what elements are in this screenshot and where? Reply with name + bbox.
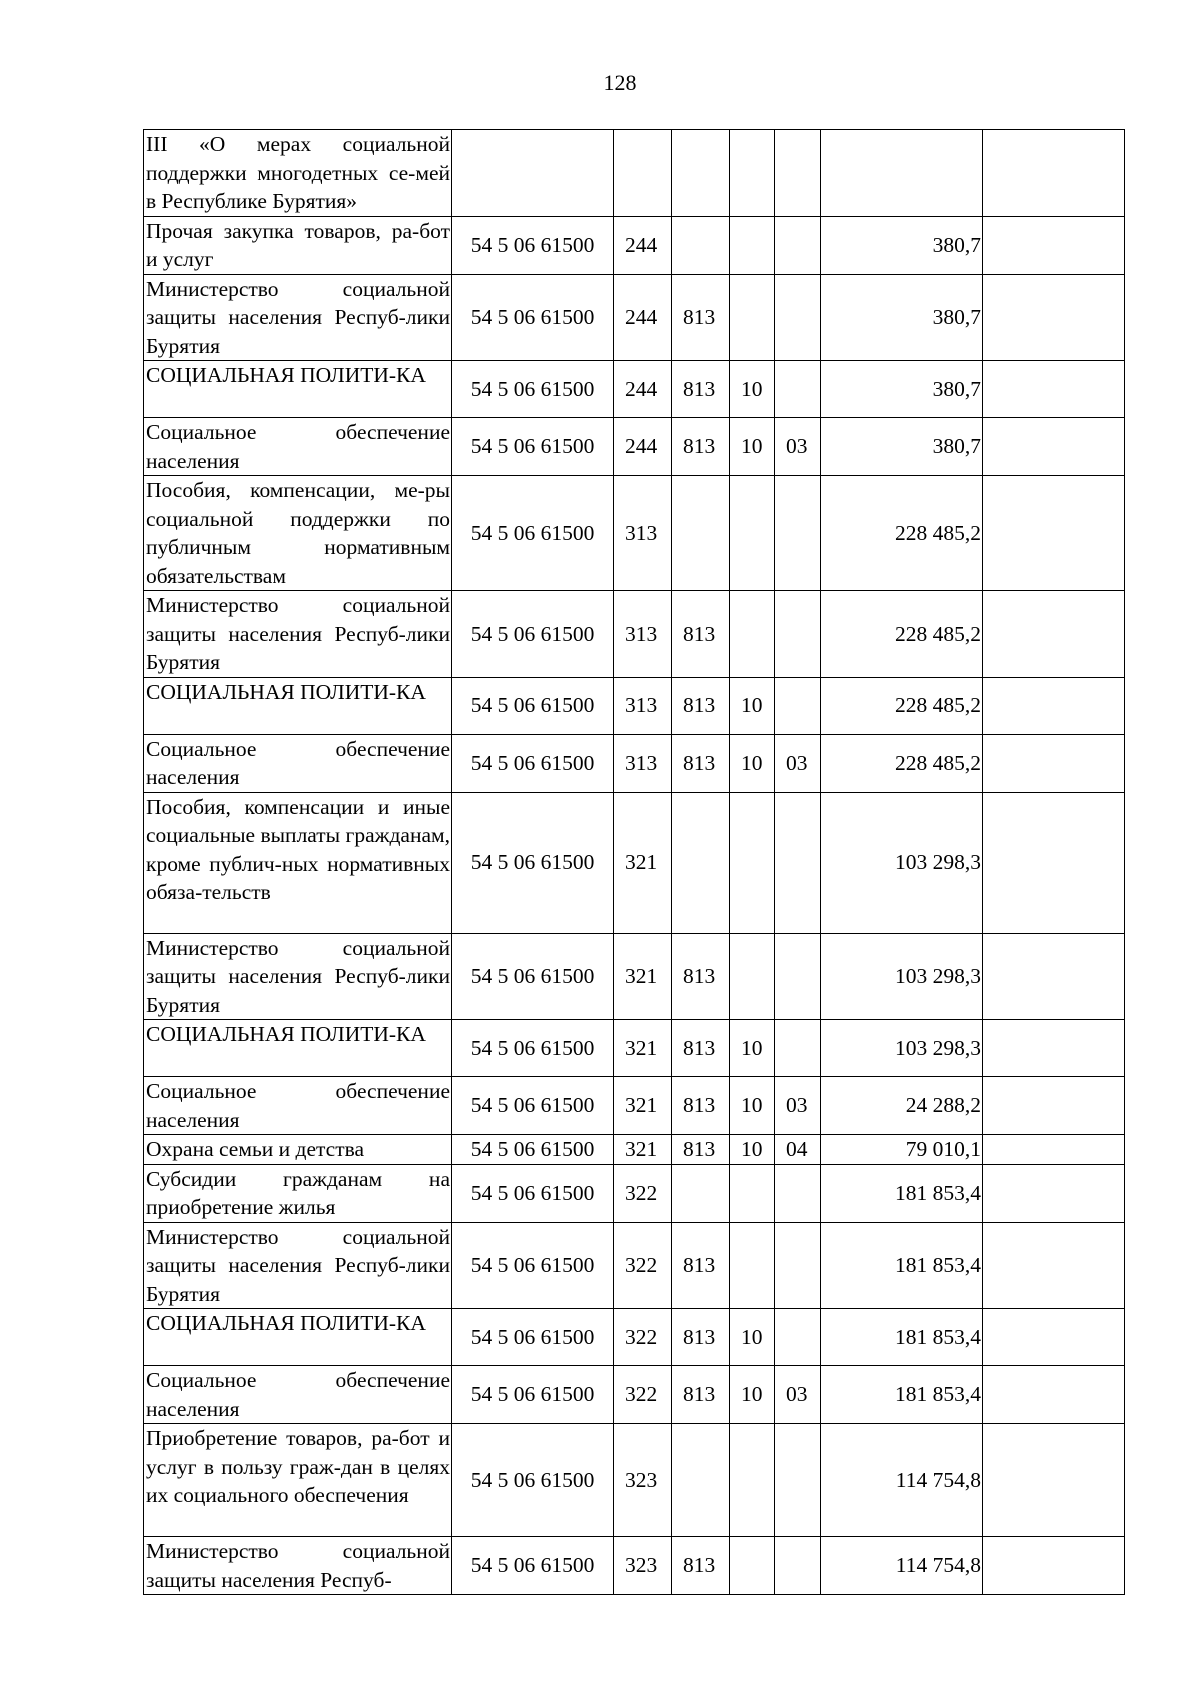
row-expense-type: 313 — [614, 476, 672, 591]
row-extra — [983, 933, 1125, 1020]
row-amount: 181 853,4 — [821, 1222, 983, 1309]
row-target-code: 54 5 06 61500 — [452, 1222, 614, 1309]
row-extra — [983, 130, 1125, 217]
row-extra — [983, 1366, 1125, 1424]
row-target-code: 54 5 06 61500 — [452, 1020, 614, 1077]
row-target-code: 54 5 06 61500 — [452, 361, 614, 418]
row-section: 10 — [730, 1077, 775, 1135]
row-name: Пособия, компенсации, ме-ры социальной поддержки по публичным нормативным обязательствам — [144, 476, 452, 591]
table-row — [144, 418, 1125, 476]
table-row — [144, 1222, 1125, 1309]
row-name: Социальное обеспечение населения — [144, 1366, 452, 1424]
row-admin-code: 813 — [672, 1222, 730, 1309]
row-expense-type: 323 — [614, 1424, 672, 1537]
row-name: Охрана семьи и детства — [144, 1135, 452, 1165]
table-row — [144, 1020, 1125, 1077]
row-target-code: 54 5 06 61500 — [452, 792, 614, 933]
budget-table-body — [144, 130, 1125, 1595]
row-amount: 380,7 — [821, 274, 983, 361]
table-row — [144, 792, 1125, 933]
row-subsection — [775, 1424, 821, 1537]
row-name: Социальное обеспечение населения — [144, 734, 452, 792]
row-amount: 228 485,2 — [821, 591, 983, 678]
row-admin-code: 813 — [672, 1135, 730, 1165]
row-target-code: 54 5 06 61500 — [452, 591, 614, 678]
row-admin-code: 813 — [672, 1077, 730, 1135]
row-extra — [983, 1135, 1125, 1165]
row-target-code: 54 5 06 61500 — [452, 1424, 614, 1537]
row-amount: 228 485,2 — [821, 476, 983, 591]
row-subsection — [775, 216, 821, 274]
row-extra — [983, 476, 1125, 591]
table-row — [144, 274, 1125, 361]
row-amount: 228 485,2 — [821, 677, 983, 734]
row-name: Министерство социальной защиты населения Респуб-лики Бурятия — [144, 274, 452, 361]
row-amount: 228 485,2 — [821, 734, 983, 792]
table-row — [144, 130, 1125, 217]
row-subsection — [775, 1222, 821, 1309]
row-amount: 380,7 — [821, 361, 983, 418]
row-expense-type: 244 — [614, 216, 672, 274]
row-amount: 181 853,4 — [821, 1309, 983, 1366]
row-extra — [983, 1424, 1125, 1537]
row-section — [730, 591, 775, 678]
table-row — [144, 933, 1125, 1020]
row-target-code: 54 5 06 61500 — [452, 274, 614, 361]
row-section: 10 — [730, 361, 775, 418]
row-amount: 114 754,8 — [821, 1424, 983, 1537]
table-row — [144, 1424, 1125, 1537]
row-target-code: 54 5 06 61500 — [452, 1164, 614, 1222]
row-target-code: 54 5 06 61500 — [452, 1077, 614, 1135]
row-target-code: 54 5 06 61500 — [452, 933, 614, 1020]
row-expense-type: 321 — [614, 1077, 672, 1135]
row-admin-code: 813 — [672, 361, 730, 418]
row-subsection: 03 — [775, 1366, 821, 1424]
row-amount: 24 288,2 — [821, 1077, 983, 1135]
row-expense-type: 322 — [614, 1366, 672, 1424]
row-subsection — [775, 1020, 821, 1077]
row-admin-code — [672, 792, 730, 933]
row-extra — [983, 1164, 1125, 1222]
row-target-code: 54 5 06 61500 — [452, 677, 614, 734]
row-section — [730, 933, 775, 1020]
row-section — [730, 216, 775, 274]
row-admin-code: 813 — [672, 1366, 730, 1424]
row-admin-code: 813 — [672, 274, 730, 361]
row-name: Министерство социальной защиты населения Респуб-лики Бурятия — [144, 591, 452, 678]
row-name: Министерство социальной защиты населения Респуб-лики Бурятия — [144, 933, 452, 1020]
table-row — [144, 734, 1125, 792]
row-amount: 103 298,3 — [821, 933, 983, 1020]
row-expense-type: 323 — [614, 1537, 672, 1595]
row-section — [730, 274, 775, 361]
row-admin-code: 813 — [672, 677, 730, 734]
row-subsection: 03 — [775, 418, 821, 476]
row-expense-type: 244 — [614, 418, 672, 476]
row-expense-type: 321 — [614, 792, 672, 933]
row-admin-code: 813 — [672, 591, 730, 678]
row-name: Министерство социальной защиты населения Респуб- — [144, 1537, 452, 1595]
row-expense-type: 313 — [614, 677, 672, 734]
row-amount: 79 010,1 — [821, 1135, 983, 1165]
row-subsection — [775, 1537, 821, 1595]
row-subsection — [775, 274, 821, 361]
row-section — [730, 130, 775, 217]
row-section — [730, 476, 775, 591]
row-name: Субсидии гражданам на приобретение жилья — [144, 1164, 452, 1222]
row-expense-type: 244 — [614, 361, 672, 418]
row-subsection: 03 — [775, 734, 821, 792]
row-amount: 114 754,8 — [821, 1537, 983, 1595]
row-section: 10 — [730, 1020, 775, 1077]
row-name: Министерство социальной защиты населения Респуб-лики Бурятия — [144, 1222, 452, 1309]
row-admin-code: 813 — [672, 1537, 730, 1595]
row-admin-code — [672, 1424, 730, 1537]
row-name: Пособия, компенсации и иные социальные выплаты гражданам, кроме публич-ных нормативных обяза-тельств — [144, 792, 452, 933]
row-expense-type — [614, 130, 672, 217]
row-subsection — [775, 476, 821, 591]
row-expense-type: 321 — [614, 1135, 672, 1165]
row-name: Приобретение товаров, ра-бот и услуг в пользу граж-дан в целях их социального обеспечения — [144, 1424, 452, 1537]
row-subsection — [775, 792, 821, 933]
row-expense-type: 322 — [614, 1222, 672, 1309]
table-row — [144, 1164, 1125, 1222]
row-target-code: 54 5 06 61500 — [452, 734, 614, 792]
row-extra — [983, 792, 1125, 933]
row-name: Прочая закупка товаров, ра-бот и услуг — [144, 216, 452, 274]
row-extra — [983, 677, 1125, 734]
table-row — [144, 1366, 1125, 1424]
row-extra — [983, 734, 1125, 792]
row-section — [730, 1424, 775, 1537]
row-subsection: 04 — [775, 1135, 821, 1165]
row-subsection — [775, 677, 821, 734]
row-section: 10 — [730, 1135, 775, 1165]
row-name: СОЦИАЛЬНАЯ ПОЛИТИ-КА — [144, 1309, 452, 1366]
row-admin-code: 813 — [672, 1020, 730, 1077]
row-amount — [821, 130, 983, 217]
row-target-code: 54 5 06 61500 — [452, 418, 614, 476]
row-subsection — [775, 591, 821, 678]
row-target-code: 54 5 06 61500 — [452, 476, 614, 591]
row-extra — [983, 1077, 1125, 1135]
row-target-code: 54 5 06 61500 — [452, 1135, 614, 1165]
row-name: СОЦИАЛЬНАЯ ПОЛИТИ-КА — [144, 677, 452, 734]
row-amount: 380,7 — [821, 418, 983, 476]
row-name: СОЦИАЛЬНАЯ ПОЛИТИ-КА — [144, 1020, 452, 1077]
budget-table — [143, 129, 1125, 1595]
row-target-code — [452, 130, 614, 217]
row-subsection — [775, 130, 821, 217]
row-admin-code — [672, 1164, 730, 1222]
row-target-code: 54 5 06 61500 — [452, 1366, 614, 1424]
table-row — [144, 1077, 1125, 1135]
row-section — [730, 792, 775, 933]
table-row — [144, 677, 1125, 734]
row-admin-code: 813 — [672, 933, 730, 1020]
row-expense-type: 322 — [614, 1309, 672, 1366]
row-subsection — [775, 1309, 821, 1366]
row-section: 10 — [730, 677, 775, 734]
row-target-code: 54 5 06 61500 — [452, 1537, 614, 1595]
row-subsection — [775, 933, 821, 1020]
row-name: Социальное обеспечение населения — [144, 418, 452, 476]
row-extra — [983, 361, 1125, 418]
row-extra — [983, 274, 1125, 361]
table-row — [144, 1309, 1125, 1366]
row-subsection — [775, 1164, 821, 1222]
row-amount: 103 298,3 — [821, 1020, 983, 1077]
row-subsection — [775, 361, 821, 418]
row-admin-code — [672, 130, 730, 217]
row-expense-type: 322 — [614, 1164, 672, 1222]
row-section: 10 — [730, 418, 775, 476]
table-row — [144, 216, 1125, 274]
row-admin-code: 813 — [672, 418, 730, 476]
row-extra — [983, 591, 1125, 678]
row-section: 10 — [730, 1366, 775, 1424]
row-extra — [983, 1020, 1125, 1077]
table-row — [144, 1135, 1125, 1165]
table-row — [144, 591, 1125, 678]
row-section — [730, 1222, 775, 1309]
row-expense-type: 321 — [614, 1020, 672, 1077]
row-admin-code — [672, 216, 730, 274]
row-expense-type: 313 — [614, 591, 672, 678]
row-name: Социальное обеспечение населения — [144, 1077, 452, 1135]
row-section: 10 — [730, 734, 775, 792]
row-extra — [983, 1309, 1125, 1366]
row-amount: 181 853,4 — [821, 1164, 983, 1222]
row-subsection: 03 — [775, 1077, 821, 1135]
row-name: СОЦИАЛЬНАЯ ПОЛИТИ-КА — [144, 361, 452, 418]
row-admin-code: 813 — [672, 1309, 730, 1366]
row-admin-code — [672, 476, 730, 591]
row-extra — [983, 1222, 1125, 1309]
row-amount: 380,7 — [821, 216, 983, 274]
row-target-code: 54 5 06 61500 — [452, 216, 614, 274]
row-expense-type: 321 — [614, 933, 672, 1020]
page-number: 128 — [603, 70, 637, 95]
row-amount: 103 298,3 — [821, 792, 983, 933]
row-section: 10 — [730, 1309, 775, 1366]
row-extra — [983, 216, 1125, 274]
row-amount: 181 853,4 — [821, 1366, 983, 1424]
row-section — [730, 1537, 775, 1595]
row-expense-type: 244 — [614, 274, 672, 361]
table-row — [144, 476, 1125, 591]
row-extra — [983, 418, 1125, 476]
table-row — [144, 361, 1125, 418]
row-expense-type: 313 — [614, 734, 672, 792]
row-target-code: 54 5 06 61500 — [452, 1309, 614, 1366]
table-row — [144, 1537, 1125, 1595]
row-section — [730, 1164, 775, 1222]
row-name: III «О мерах социальной поддержки многодетных се-мей в Республике Бурятия» — [144, 130, 452, 217]
row-extra — [983, 1537, 1125, 1595]
row-admin-code: 813 — [672, 734, 730, 792]
